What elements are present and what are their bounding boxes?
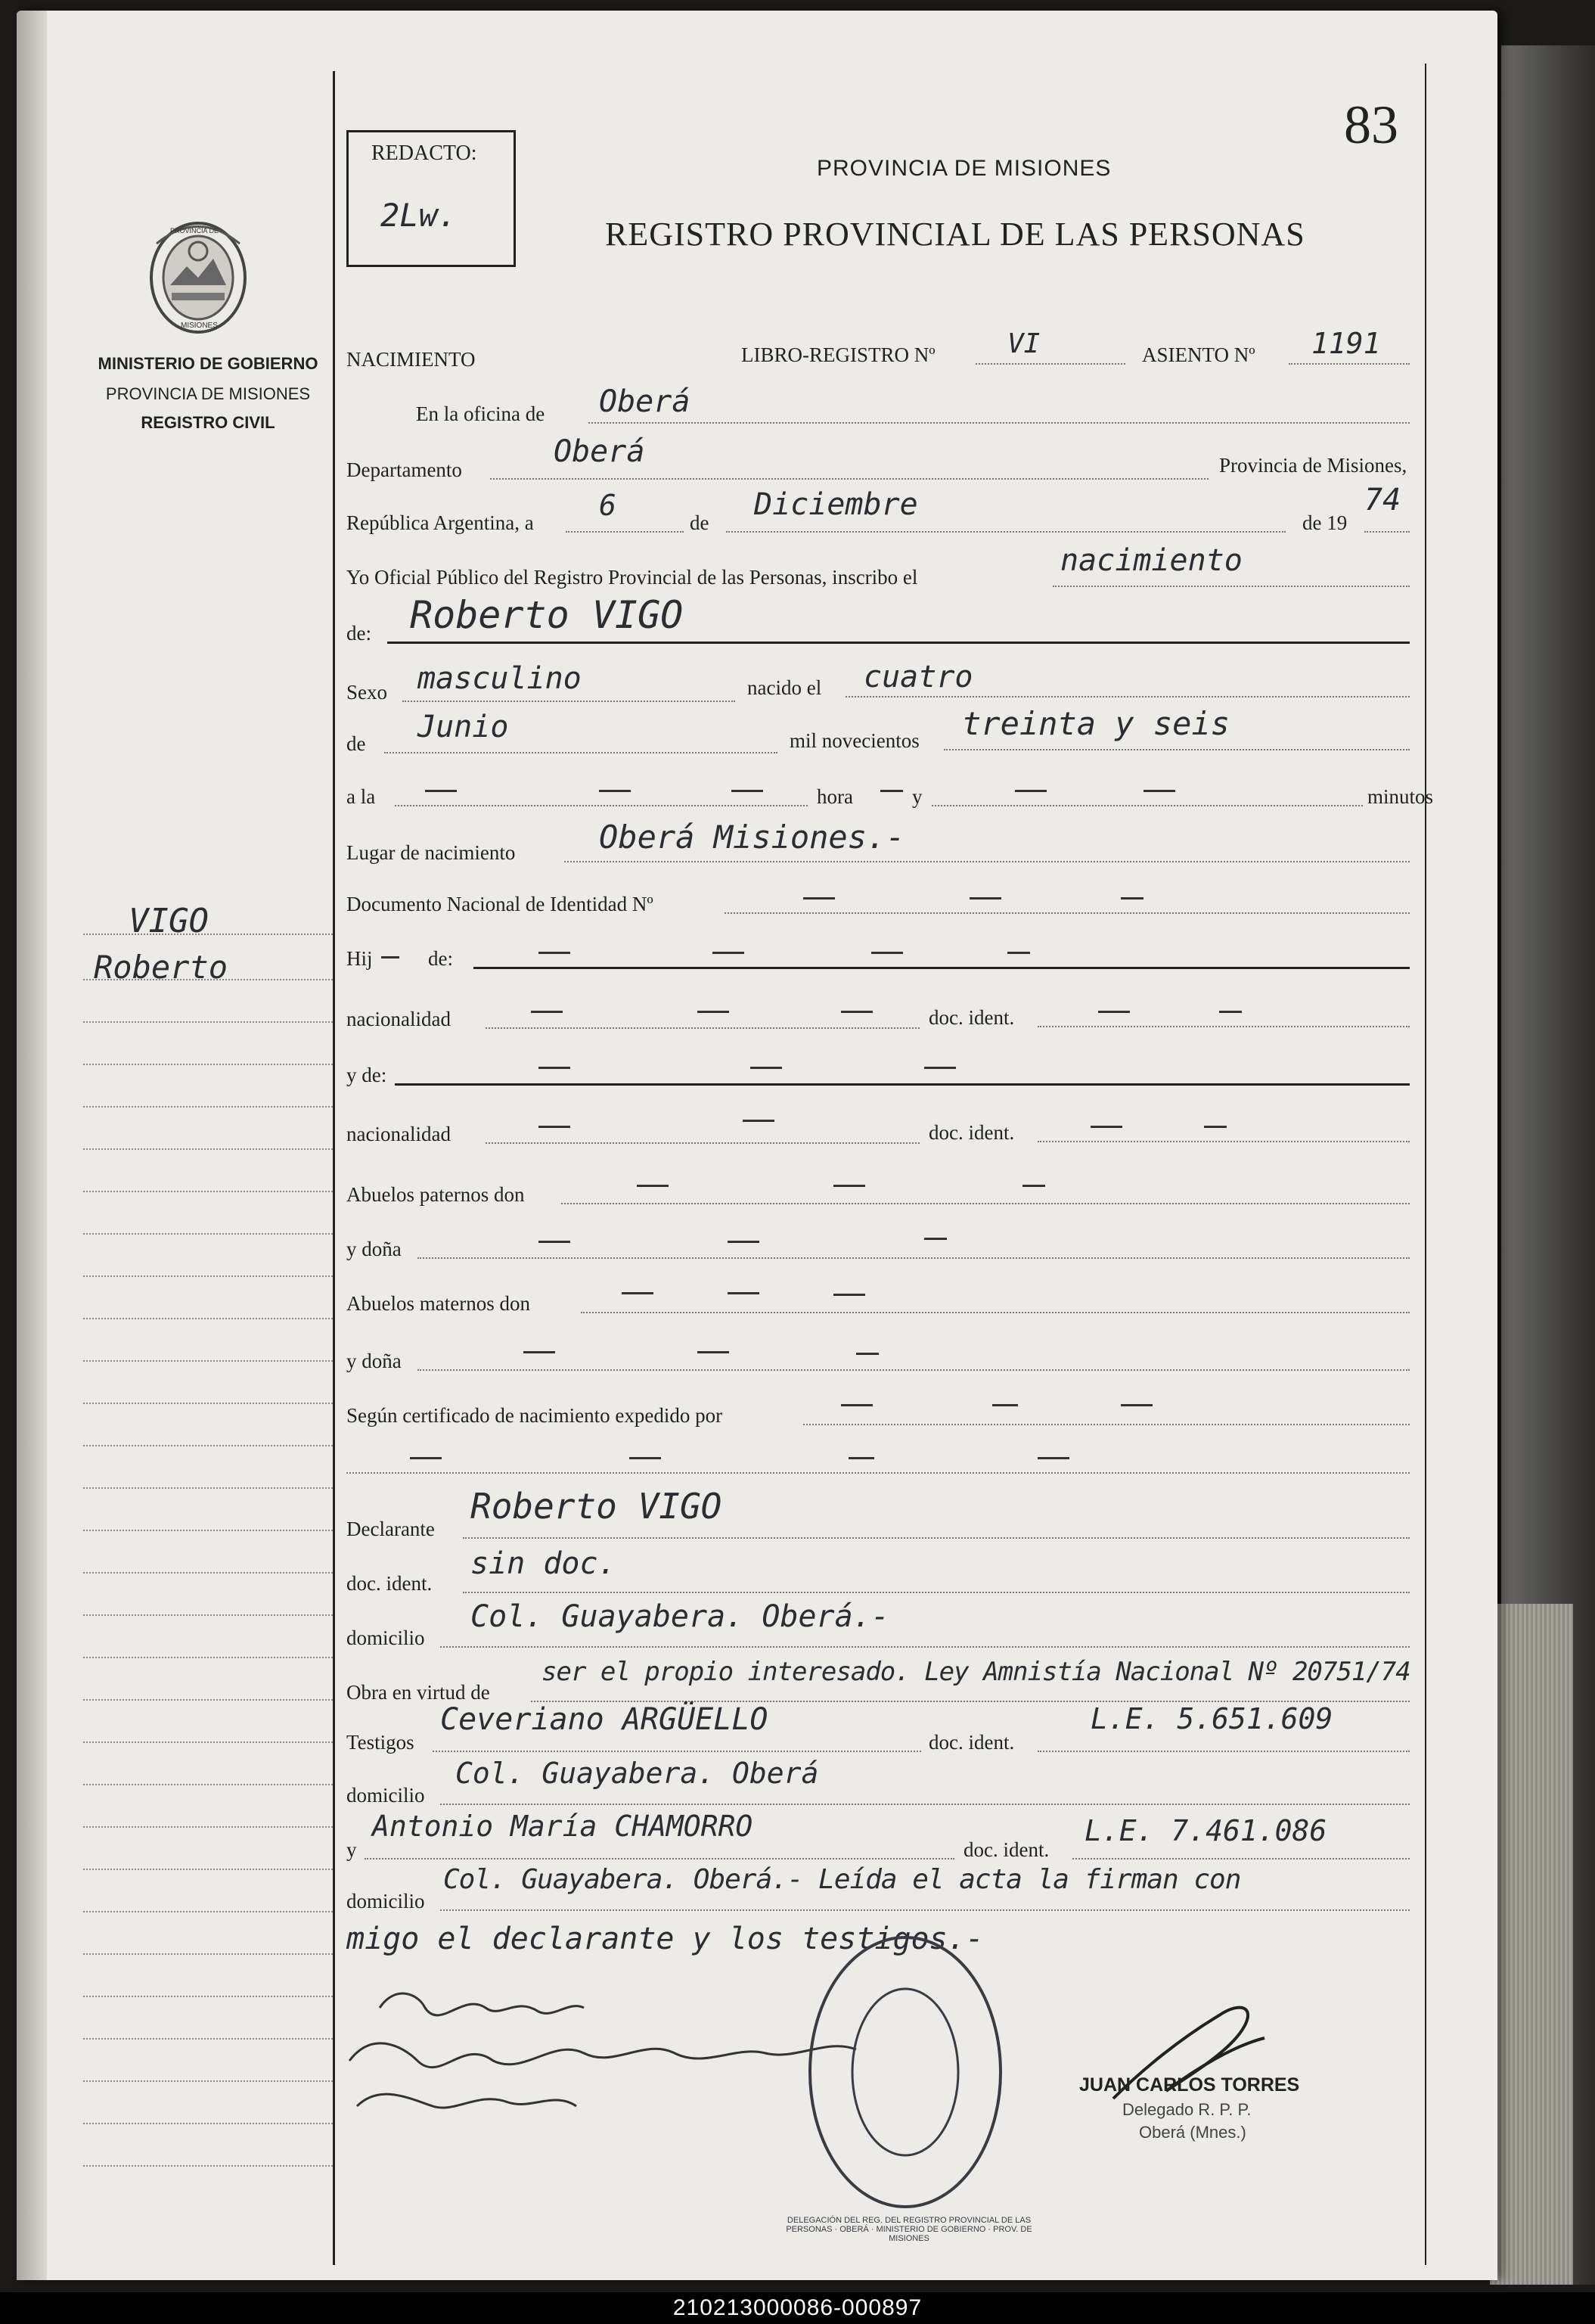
oficina-label: En la oficina de xyxy=(416,402,545,425)
declarante-value: Roberto VIGO xyxy=(470,1486,722,1527)
mil-label: mil novecientos xyxy=(790,729,920,752)
testigo1-value: Ceveriano ARGÜELLO xyxy=(440,1702,768,1737)
ministry-line1: MINISTERIO DE GOBIERNO xyxy=(98,354,318,373)
seal-top-text: PROVINCIA DE xyxy=(170,227,219,235)
anio-value: 74 xyxy=(1364,483,1401,517)
stamp-text: DELEGACIÓN DEL REG. DEL REGISTRO PROVINCIAL DE LAS PERSONAS · OBERÁ · MINISTERIO DE GOBIERNO · PROV. DE MISIONES xyxy=(786,2216,1032,2243)
nacionalidad2-label: nacionalidad xyxy=(346,1123,451,1145)
domicilio1-label: domicilio xyxy=(346,1626,425,1649)
hora-label: hora xyxy=(817,785,853,808)
declarante-doc-value: sin doc. xyxy=(470,1546,616,1581)
testigo2-value: Antonio María CHAMORRO xyxy=(372,1810,753,1843)
dni-label: Documento Nacional de Identidad Nº xyxy=(346,893,653,915)
departamento-label: Departamento xyxy=(346,458,462,481)
testigos-label: Testigos xyxy=(346,1731,414,1754)
obra-label: Obra en virtud de xyxy=(346,1681,490,1704)
libro-label: LIBRO-REGISTRO Nº xyxy=(741,343,936,366)
official-place: Oberá (Mnes.) xyxy=(1139,2123,1246,2142)
domicilio3-label: domicilio xyxy=(346,1890,425,1912)
abuelos-maternos-label: Abuelos maternos don xyxy=(346,1292,530,1315)
record-type: NACIMIENTO xyxy=(346,348,476,371)
redacto-initials: 2Lw. xyxy=(380,197,458,234)
acto-value: nacimiento xyxy=(1060,543,1243,578)
ydona2-label: y doña xyxy=(346,1350,402,1372)
domicilio1-value: Col. Guayabera. Oberá.- xyxy=(470,1599,889,1634)
lugar-value: Oberá Misiones.- xyxy=(599,819,905,856)
de2-label: de xyxy=(346,732,366,755)
book-cloth xyxy=(1490,1604,1573,2285)
testigo1-doc-value: L.E. 5.651.609 xyxy=(1091,1702,1333,1735)
oficial-label: Yo Oficial Público del Registro Provincial de las Personas, inscribo el xyxy=(346,566,918,589)
page-number: 83 xyxy=(1344,95,1398,155)
ministry-line2: PROVINCIA DE MISIONES xyxy=(105,384,311,403)
domicilio2-value: Col. Guayabera. Oberá xyxy=(455,1757,819,1790)
asiento-label: ASIENTO Nº xyxy=(1142,343,1255,366)
page-gutter xyxy=(17,11,47,2280)
departamento-value: Oberá xyxy=(554,434,645,469)
sexo-label: Sexo xyxy=(346,681,387,704)
libro-value: VI xyxy=(1007,328,1041,359)
ydona1-label: y doña xyxy=(346,1238,402,1260)
ala-label: a la xyxy=(346,785,376,808)
redacto-label: REDACTO: xyxy=(371,141,477,165)
de-colon-label: de: xyxy=(346,622,371,645)
official-title: Delegado R. P. P. xyxy=(1122,2100,1252,2119)
hij-label: Hij xyxy=(346,947,373,970)
domicilio2-label: domicilio xyxy=(346,1784,425,1807)
yde-label: y de: xyxy=(346,1064,387,1086)
asiento-value: 1191 xyxy=(1311,327,1381,360)
office-stamp xyxy=(803,1932,1007,2212)
nacido-label: nacido el xyxy=(747,676,822,699)
oficina-value: Oberá xyxy=(599,384,690,419)
image-id-footer: 210213000086-000897 xyxy=(0,2292,1595,2324)
republica-label: República Argentina, a xyxy=(346,511,534,534)
declarante-doc-label: doc. ident. xyxy=(346,1572,433,1595)
y2-label: y xyxy=(346,1838,357,1861)
anio-nac-value: treinta y seis xyxy=(962,705,1230,742)
nombre-value: Roberto VIGO xyxy=(410,593,684,637)
official-name: JUAN CARLOS TORRES xyxy=(1079,2074,1300,2096)
nacionalidad1-label: nacionalidad xyxy=(346,1008,451,1030)
testigo2-doc-label: doc. ident. xyxy=(964,1838,1050,1861)
registry-heading: REGISTRO PROVINCIAL DE LAS PERSONAS xyxy=(605,216,1305,253)
mes-nac-value: Junio xyxy=(417,710,509,744)
de-label: de xyxy=(690,511,709,534)
de19-label: de 19 xyxy=(1302,511,1348,534)
declarante-label: Declarante xyxy=(346,1518,435,1540)
register-page xyxy=(17,11,1497,2280)
seal-bottom-text: MISIONES xyxy=(181,322,218,330)
provincia-suffix: Provincia de Misiones, xyxy=(1219,454,1407,477)
margin-surname: VIGO xyxy=(129,902,209,940)
province-heading: PROVINCIA DE MISIONES xyxy=(817,156,1112,181)
y-label: y xyxy=(912,785,923,808)
redacto-box xyxy=(346,130,516,267)
nacido-value: cuatro xyxy=(864,660,973,694)
testigo2-doc-value: L.E. 7.461.086 xyxy=(1085,1814,1327,1847)
lugar-label: Lugar de nacimiento xyxy=(346,841,516,864)
left-rule xyxy=(333,71,335,2265)
right-rule xyxy=(1425,64,1426,2265)
dia-value: 6 xyxy=(599,489,616,522)
hij-de-label: de: xyxy=(428,947,453,970)
mes-value: Diciembre xyxy=(754,487,918,522)
obra-value: ser el propio interesado. Ley Amnistía Nacional Nº 20751/74 xyxy=(541,1657,1410,1687)
margin-given-name: Roberto xyxy=(94,949,228,986)
docident1-label: doc. ident. xyxy=(929,1006,1015,1029)
segun-label: Según certificado de nacimiento expedido por xyxy=(346,1404,723,1427)
testigo1-doc-label: doc. ident. xyxy=(929,1731,1015,1754)
sexo-value: masculino xyxy=(417,661,582,696)
minutos-label: minutos xyxy=(1367,785,1434,808)
coat-of-arms-icon xyxy=(141,213,255,342)
docident2-label: doc. ident. xyxy=(929,1121,1015,1144)
abuelos-paternos-label: Abuelos paternos don xyxy=(346,1183,525,1206)
ministry-line3: REGISTRO CIVIL xyxy=(141,413,275,432)
closing-value: migo el declarante y los testigos.- xyxy=(346,1922,984,1956)
domicilio3-value: Col. Guayabera. Oberá.- Leída el acta la firman con xyxy=(443,1864,1241,1895)
